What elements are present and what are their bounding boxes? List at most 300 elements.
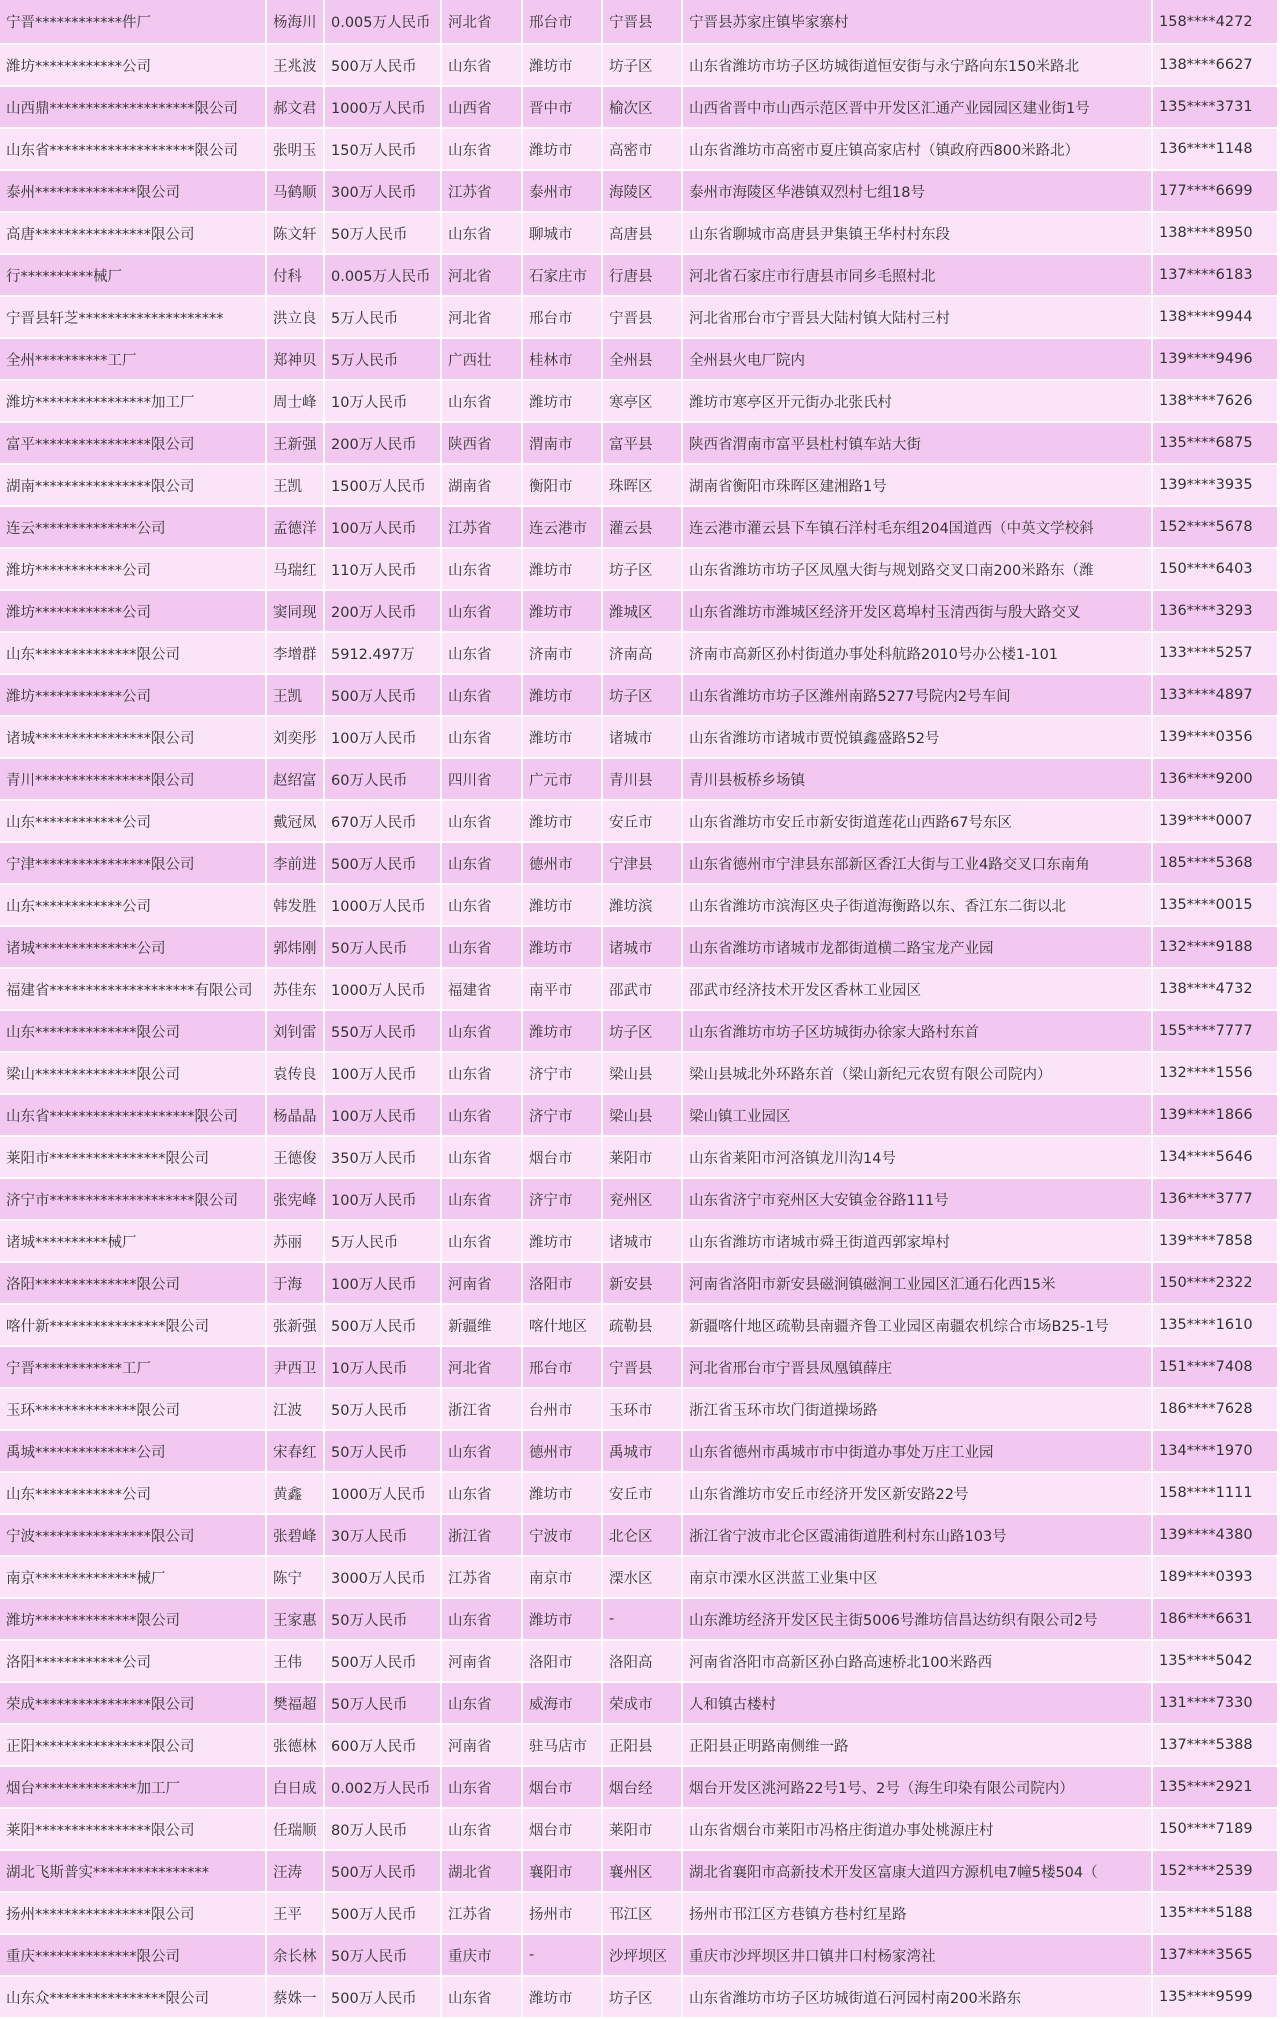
table-row xyxy=(0,212,1278,254)
province-cell: 山东省 xyxy=(441,1052,522,1094)
capital-cell: 100万人民币 xyxy=(324,716,441,758)
city-cell: 潍坊市 xyxy=(522,590,602,632)
address-cell: 邵武市经济技术开发区香林工业园区 xyxy=(682,968,1152,1010)
table-row xyxy=(0,506,1278,548)
company-cell: 潍坊************公司 xyxy=(0,548,266,590)
address-cell: 河北省邢台市宁晋县凤凰镇薛庄 xyxy=(682,1346,1152,1388)
city-cell: 南平市 xyxy=(522,968,602,1010)
address-cell: 山东省潍坊市诸城市舜王街道西郭家埠村 xyxy=(682,1220,1152,1262)
company-cell: 莱阳市****************限公司 xyxy=(0,1136,266,1178)
phone-cell: 135****2921 xyxy=(1152,1766,1278,1808)
phone-cell: 139****3935 xyxy=(1152,464,1278,506)
province-cell: 山东省 xyxy=(441,1136,522,1178)
phone-cell: 135****9599 xyxy=(1152,1976,1278,2018)
capital-cell: 200万人民币 xyxy=(324,590,441,632)
capital-cell: 80万人民币 xyxy=(324,1808,441,1850)
capital-cell: 1500万人民币 xyxy=(324,464,441,506)
company-cell: 潍坊************公司 xyxy=(0,590,266,632)
city-cell: 潍坊市 xyxy=(522,1220,602,1262)
company-cell: 山西鼎********************限公司 xyxy=(0,86,266,128)
district-cell: 诸城市 xyxy=(602,716,682,758)
province-cell: 山东省 xyxy=(441,1682,522,1724)
company-cell: 洛阳**************限公司 xyxy=(0,1262,266,1304)
province-cell: 河北省 xyxy=(441,296,522,338)
phone-cell: 150****7189 xyxy=(1152,1808,1278,1850)
table-row xyxy=(0,1766,1278,1808)
legal-rep-cell: 张宪峰 xyxy=(266,1178,324,1220)
city-cell: 潍坊市 xyxy=(522,1472,602,1514)
legal-rep-cell: 樊福超 xyxy=(266,1682,324,1724)
district-cell: 疏勒县 xyxy=(602,1304,682,1346)
province-cell: 河北省 xyxy=(441,0,522,44)
address-cell: 山西省晋中市山西示范区晋中开发区汇通产业园园区建业街1号 xyxy=(682,86,1152,128)
phone-cell: 131****7330 xyxy=(1152,1682,1278,1724)
company-cell: 诸城**************公司 xyxy=(0,926,266,968)
company-cell: 宁晋************件厂 xyxy=(0,0,266,44)
table-row xyxy=(0,842,1278,884)
province-cell: 山东省 xyxy=(441,44,522,86)
capital-cell: 5万人民币 xyxy=(324,1220,441,1262)
company-cell: 诸城****************限公司 xyxy=(0,716,266,758)
phone-cell: 150****6403 xyxy=(1152,548,1278,590)
province-cell: 广西壮 xyxy=(441,338,522,380)
district-cell: 青川县 xyxy=(602,758,682,800)
table-row xyxy=(0,674,1278,716)
address-cell: 山东潍坊经济开发区民主街5006号潍坊信昌达纺织有限公司2号 xyxy=(682,1598,1152,1640)
capital-cell: 50万人民币 xyxy=(324,1934,441,1976)
capital-cell: 670万人民币 xyxy=(324,800,441,842)
legal-rep-cell: 洪立良 xyxy=(266,296,324,338)
phone-cell: 133****4897 xyxy=(1152,674,1278,716)
capital-cell: 200万人民币 xyxy=(324,422,441,464)
company-cell: 潍坊************公司 xyxy=(0,44,266,86)
district-cell: 正阳县 xyxy=(602,1724,682,1766)
city-cell: 德州市 xyxy=(522,842,602,884)
phone-cell: 135****6875 xyxy=(1152,422,1278,464)
address-cell: 山东省潍坊市滨海区央子街道海衡路以东、香江东二街以北 xyxy=(682,884,1152,926)
legal-rep-cell: 汪涛 xyxy=(266,1850,324,1892)
capital-cell: 500万人民币 xyxy=(324,674,441,716)
company-cell: 山东**************限公司 xyxy=(0,632,266,674)
capital-cell: 100万人民币 xyxy=(324,1052,441,1094)
capital-cell: 100万人民币 xyxy=(324,506,441,548)
address-cell: 山东省潍坊市坊子区坊城街道石河园村南200米路东 xyxy=(682,1976,1152,2018)
province-cell: 湖南省 xyxy=(441,464,522,506)
table-row xyxy=(0,338,1278,380)
company-cell: 山东省********************限公司 xyxy=(0,128,266,170)
table-row xyxy=(0,170,1278,212)
capital-cell: 1000万人民币 xyxy=(324,968,441,1010)
address-cell: 烟台开发区洮河路22号1号、2号（海生印染有限公司院内） xyxy=(682,1766,1152,1808)
capital-cell: 100万人民币 xyxy=(324,1094,441,1136)
city-cell: - xyxy=(522,1934,602,1976)
district-cell: 坊子区 xyxy=(602,674,682,716)
legal-rep-cell: 王家惠 xyxy=(266,1598,324,1640)
city-cell: 邢台市 xyxy=(522,1346,602,1388)
city-cell: 潍坊市 xyxy=(522,44,602,86)
legal-rep-cell: 郝文君 xyxy=(266,86,324,128)
table-row xyxy=(0,1346,1278,1388)
address-cell: 山东省潍坊市高密市夏庄镇高家店村（镇政府西800米路北） xyxy=(682,128,1152,170)
table-row xyxy=(0,44,1278,86)
address-cell: 浙江省宁波市北仑区霞浦街道胜利村东山路103号 xyxy=(682,1514,1152,1556)
table-row xyxy=(0,1892,1278,1934)
city-cell: 潍坊市 xyxy=(522,926,602,968)
capital-cell: 100万人民币 xyxy=(324,1178,441,1220)
province-cell: 陕西省 xyxy=(441,422,522,464)
city-cell: 潍坊市 xyxy=(522,1010,602,1052)
district-cell: 洛阳高 xyxy=(602,1640,682,1682)
phone-cell: 139****0356 xyxy=(1152,716,1278,758)
legal-rep-cell: 杨晶晶 xyxy=(266,1094,324,1136)
district-cell: 海陵区 xyxy=(602,170,682,212)
phone-cell: 137****5388 xyxy=(1152,1724,1278,1766)
province-cell: 山东省 xyxy=(441,128,522,170)
phone-cell: 150****2322 xyxy=(1152,1262,1278,1304)
table-row xyxy=(0,1262,1278,1304)
legal-rep-cell: 付科 xyxy=(266,254,324,296)
table-row xyxy=(0,86,1278,128)
capital-cell: 50万人民币 xyxy=(324,212,441,254)
legal-rep-cell: 王兆波 xyxy=(266,44,324,86)
address-cell: 扬州市邗江区方巷镇方巷村红星路 xyxy=(682,1892,1152,1934)
address-cell: 梁山县城北外环路东首（梁山新纪元农贸有限公司院内） xyxy=(682,1052,1152,1094)
capital-cell: 10万人民币 xyxy=(324,380,441,422)
legal-rep-cell: 王伟 xyxy=(266,1640,324,1682)
phone-cell: 139****1866 xyxy=(1152,1094,1278,1136)
table-row xyxy=(0,1514,1278,1556)
city-cell: 泰州市 xyxy=(522,170,602,212)
address-cell: 人和镇古楼村 xyxy=(682,1682,1152,1724)
province-cell: 江苏省 xyxy=(441,170,522,212)
district-cell: 高唐县 xyxy=(602,212,682,254)
district-cell: 全州县 xyxy=(602,338,682,380)
province-cell: 山东省 xyxy=(441,590,522,632)
address-cell: 山东省潍坊市坊子区凤凰大街与规划路交叉口南200米路东（潍 xyxy=(682,548,1152,590)
legal-rep-cell: 苏佳东 xyxy=(266,968,324,1010)
city-cell: 济宁市 xyxy=(522,1052,602,1094)
table-row xyxy=(0,0,1278,44)
company-cell: 济宁市********************限公司 xyxy=(0,1178,266,1220)
capital-cell: 500万人民币 xyxy=(324,842,441,884)
capital-cell: 500万人民币 xyxy=(324,1892,441,1934)
district-cell: 安丘市 xyxy=(602,1472,682,1514)
district-cell: 宁津县 xyxy=(602,842,682,884)
company-cell: 潍坊****************加工厂 xyxy=(0,380,266,422)
legal-rep-cell: 于海 xyxy=(266,1262,324,1304)
address-cell: 山东省潍坊市诸城市龙都街道横二路宝龙产业园 xyxy=(682,926,1152,968)
table-row xyxy=(0,1976,1278,2018)
province-cell: 山西省 xyxy=(441,86,522,128)
province-cell: 山东省 xyxy=(441,1094,522,1136)
table-row xyxy=(0,1598,1278,1640)
capital-cell: 50万人民币 xyxy=(324,1682,441,1724)
address-cell: 山东省聊城市高唐县尹集镇王华村村东段 xyxy=(682,212,1152,254)
company-cell: 喀什新****************限公司 xyxy=(0,1304,266,1346)
address-cell: 湖南省衡阳市珠晖区建湘路1号 xyxy=(682,464,1152,506)
province-cell: 湖北省 xyxy=(441,1850,522,1892)
company-cell: 烟台**************加工厂 xyxy=(0,1766,266,1808)
province-cell: 河南省 xyxy=(441,1640,522,1682)
legal-rep-cell: 黄鑫 xyxy=(266,1472,324,1514)
capital-cell: 0.002万人民币 xyxy=(324,1766,441,1808)
district-cell: 榆次区 xyxy=(602,86,682,128)
legal-rep-cell: 窦同现 xyxy=(266,590,324,632)
company-cell: 富平****************限公司 xyxy=(0,422,266,464)
province-cell: 山东省 xyxy=(441,1766,522,1808)
legal-rep-cell: 张德林 xyxy=(266,1724,324,1766)
company-cell: 禹城**************公司 xyxy=(0,1430,266,1472)
table-row xyxy=(0,1640,1278,1682)
phone-cell: 139****9496 xyxy=(1152,338,1278,380)
capital-cell: 350万人民币 xyxy=(324,1136,441,1178)
legal-rep-cell: 王凯 xyxy=(266,464,324,506)
province-cell: 山东省 xyxy=(441,884,522,926)
city-cell: 潍坊市 xyxy=(522,548,602,590)
address-cell: 青川县板桥乡场镇 xyxy=(682,758,1152,800)
address-cell: 山东省潍坊市坊子区坊城街办徐家大路村东首 xyxy=(682,1010,1152,1052)
legal-rep-cell: 郑神贝 xyxy=(266,338,324,380)
address-cell: 新疆喀什地区疏勒县南疆齐鲁工业园区南疆农机综合市场B25-1号 xyxy=(682,1304,1152,1346)
province-cell: 浙江省 xyxy=(441,1388,522,1430)
phone-cell: 134****1970 xyxy=(1152,1430,1278,1472)
address-cell: 河北省邢台市宁晋县大陆村镇大陆村三村 xyxy=(682,296,1152,338)
city-cell: 广元市 xyxy=(522,758,602,800)
phone-cell: 177****6699 xyxy=(1152,170,1278,212)
city-cell: 扬州市 xyxy=(522,1892,602,1934)
province-cell: 山东省 xyxy=(441,926,522,968)
phone-cell: 138****6627 xyxy=(1152,44,1278,86)
district-cell: 襄州区 xyxy=(602,1850,682,1892)
company-cell: 宁晋县轩芝******************** xyxy=(0,296,266,338)
legal-rep-cell: 陈文轩 xyxy=(266,212,324,254)
city-cell: 潍坊市 xyxy=(522,128,602,170)
capital-cell: 500万人民币 xyxy=(324,1850,441,1892)
table-row xyxy=(0,1010,1278,1052)
district-cell: 坊子区 xyxy=(602,1976,682,2018)
table-row xyxy=(0,926,1278,968)
company-cell: 福建省********************有限公司 xyxy=(0,968,266,1010)
district-cell: 莱阳市 xyxy=(602,1808,682,1850)
legal-rep-cell: 袁传良 xyxy=(266,1052,324,1094)
address-cell: 泰州市海陵区华港镇双烈村七组18号 xyxy=(682,170,1152,212)
capital-cell: 0.005万人民币 xyxy=(324,254,441,296)
phone-cell: 138****9944 xyxy=(1152,296,1278,338)
phone-cell: 155****7777 xyxy=(1152,1010,1278,1052)
legal-rep-cell: 孟德洋 xyxy=(266,506,324,548)
legal-rep-cell: 张明玉 xyxy=(266,128,324,170)
company-cell: 高唐****************限公司 xyxy=(0,212,266,254)
address-cell: 陕西省渭南市富平县杜村镇车站大街 xyxy=(682,422,1152,464)
company-cell: 行**********械厂 xyxy=(0,254,266,296)
phone-cell: 135****5042 xyxy=(1152,1640,1278,1682)
table-row xyxy=(0,1388,1278,1430)
city-cell: 潍坊市 xyxy=(522,716,602,758)
address-cell: 山东省德州市宁津县东部新区香江大街与工业4路交叉口东南角 xyxy=(682,842,1152,884)
phone-cell: 135****3731 xyxy=(1152,86,1278,128)
address-cell: 山东省烟台市莱阳市冯格庄街道办事处桃源庄村 xyxy=(682,1808,1152,1850)
district-cell: 宁晋县 xyxy=(602,1346,682,1388)
address-cell: 南京市溧水区洪蓝工业集中区 xyxy=(682,1556,1152,1598)
capital-cell: 150万人民币 xyxy=(324,128,441,170)
table-row xyxy=(0,1850,1278,1892)
company-cell: 连云**************公司 xyxy=(0,506,266,548)
company-cell: 重庆**************限公司 xyxy=(0,1934,266,1976)
phone-cell: 158****4272 xyxy=(1152,0,1278,44)
province-cell: 山东省 xyxy=(441,674,522,716)
company-cell: 宁津****************限公司 xyxy=(0,842,266,884)
table-row xyxy=(0,464,1278,506)
district-cell: 沙坪坝区 xyxy=(602,1934,682,1976)
legal-rep-cell: 杨海川 xyxy=(266,0,324,44)
city-cell: 潍坊市 xyxy=(522,800,602,842)
phone-cell: 158****1111 xyxy=(1152,1472,1278,1514)
city-cell: 晋中市 xyxy=(522,86,602,128)
district-cell: 坊子区 xyxy=(602,1010,682,1052)
province-cell: 重庆市 xyxy=(441,1934,522,1976)
district-cell: 诸城市 xyxy=(602,926,682,968)
legal-rep-cell: 白日成 xyxy=(266,1766,324,1808)
province-cell: 河南省 xyxy=(441,1262,522,1304)
capital-cell: 50万人民币 xyxy=(324,1430,441,1472)
legal-rep-cell: 戴冠凤 xyxy=(266,800,324,842)
company-cell: 诸城**********械厂 xyxy=(0,1220,266,1262)
address-cell: 浙江省玉环市坎门街道操场路 xyxy=(682,1388,1152,1430)
company-cell: 山东************公司 xyxy=(0,800,266,842)
company-cell: 湖北飞斯普实**************** xyxy=(0,1850,266,1892)
legal-rep-cell: 余长林 xyxy=(266,1934,324,1976)
phone-cell: 132****1556 xyxy=(1152,1052,1278,1094)
company-cell: 玉环**************限公司 xyxy=(0,1388,266,1430)
table-row xyxy=(0,1136,1278,1178)
address-cell: 潍坊市寒亭区开元街办北张氏村 xyxy=(682,380,1152,422)
province-cell: 山东省 xyxy=(441,842,522,884)
city-cell: 石家庄市 xyxy=(522,254,602,296)
legal-rep-cell: 蔡姝一 xyxy=(266,1976,324,2018)
phone-cell: 137****3565 xyxy=(1152,1934,1278,1976)
capital-cell: 550万人民币 xyxy=(324,1010,441,1052)
legal-rep-cell: 李增群 xyxy=(266,632,324,674)
table-row xyxy=(0,1220,1278,1262)
province-cell: 山东省 xyxy=(441,1808,522,1850)
legal-rep-cell: 郭炜刚 xyxy=(266,926,324,968)
province-cell: 山东省 xyxy=(441,1010,522,1052)
table-row xyxy=(0,758,1278,800)
province-cell: 福建省 xyxy=(441,968,522,1010)
phone-cell: 133****5257 xyxy=(1152,632,1278,674)
phone-cell: 136****3293 xyxy=(1152,590,1278,632)
company-cell: 扬州****************限公司 xyxy=(0,1892,266,1934)
province-cell: 江苏省 xyxy=(441,1556,522,1598)
capital-cell: 110万人民币 xyxy=(324,548,441,590)
table-row xyxy=(0,296,1278,338)
capital-cell: 500万人民币 xyxy=(324,1304,441,1346)
legal-rep-cell: 王德俊 xyxy=(266,1136,324,1178)
capital-cell: 50万人民币 xyxy=(324,1598,441,1640)
table-row xyxy=(0,422,1278,464)
province-cell: 山东省 xyxy=(441,548,522,590)
address-cell: 梁山镇工业园区 xyxy=(682,1094,1152,1136)
company-cell: 梁山**************限公司 xyxy=(0,1052,266,1094)
phone-cell: 139****0007 xyxy=(1152,800,1278,842)
province-cell: 山东省 xyxy=(441,1430,522,1472)
legal-rep-cell: 周士峰 xyxy=(266,380,324,422)
company-cell: 洛阳************公司 xyxy=(0,1640,266,1682)
capital-cell: 600万人民币 xyxy=(324,1724,441,1766)
capital-cell: 5912.497万 xyxy=(324,632,441,674)
capital-cell: 50万人民币 xyxy=(324,926,441,968)
address-cell: 河北省石家庄市行唐县市同乡毛照村北 xyxy=(682,254,1152,296)
city-cell: 渭南市 xyxy=(522,422,602,464)
address-cell: 山东省德州市禹城市市中街道办事处万庄工业园 xyxy=(682,1430,1152,1472)
company-cell: 正阳****************限公司 xyxy=(0,1724,266,1766)
table-row xyxy=(0,548,1278,590)
district-cell: 荣成市 xyxy=(602,1682,682,1724)
legal-rep-cell: 尹西卫 xyxy=(266,1346,324,1388)
district-cell: 烟台经 xyxy=(602,1766,682,1808)
company-cell: 山东众****************限公司 xyxy=(0,1976,266,2018)
table-row xyxy=(0,884,1278,926)
capital-cell: 1000万人民币 xyxy=(324,86,441,128)
address-cell: 全州县火电厂院内 xyxy=(682,338,1152,380)
province-cell: 山东省 xyxy=(441,380,522,422)
legal-rep-cell: 马瑞红 xyxy=(266,548,324,590)
address-cell: 重庆市沙坪坝区井口镇井口村杨家湾社 xyxy=(682,1934,1152,1976)
legal-rep-cell: 苏丽 xyxy=(266,1220,324,1262)
table-row xyxy=(0,1052,1278,1094)
province-cell: 河北省 xyxy=(441,1346,522,1388)
company-cell: 山东**************限公司 xyxy=(0,1010,266,1052)
capital-cell: 500万人民币 xyxy=(324,1976,441,2018)
phone-cell: 135****1610 xyxy=(1152,1304,1278,1346)
table-row xyxy=(0,1934,1278,1976)
capital-cell: 10万人民币 xyxy=(324,1346,441,1388)
city-cell: 潍坊市 xyxy=(522,674,602,716)
legal-rep-cell: 王新强 xyxy=(266,422,324,464)
phone-cell: 136****3777 xyxy=(1152,1178,1278,1220)
province-cell: 山东省 xyxy=(441,632,522,674)
province-cell: 新疆维 xyxy=(441,1304,522,1346)
table-row xyxy=(0,590,1278,632)
city-cell: 济宁市 xyxy=(522,1178,602,1220)
city-cell: 烟台市 xyxy=(522,1136,602,1178)
district-cell: 玉环市 xyxy=(602,1388,682,1430)
district-cell: 高密市 xyxy=(602,128,682,170)
province-cell: 河北省 xyxy=(441,254,522,296)
district-cell: 珠晖区 xyxy=(602,464,682,506)
address-cell: 河南省洛阳市高新区孙白路高速桥北100米路西 xyxy=(682,1640,1152,1682)
district-cell: - xyxy=(602,1598,682,1640)
district-cell: 梁山县 xyxy=(602,1094,682,1136)
capital-cell: 100万人民币 xyxy=(324,1262,441,1304)
city-cell: 烟台市 xyxy=(522,1766,602,1808)
company-cell: 全州**********工厂 xyxy=(0,338,266,380)
city-cell: 衡阳市 xyxy=(522,464,602,506)
district-cell: 诸城市 xyxy=(602,1220,682,1262)
city-cell: 南京市 xyxy=(522,1556,602,1598)
city-cell: 德州市 xyxy=(522,1430,602,1472)
city-cell: 潍坊市 xyxy=(522,1598,602,1640)
province-cell: 四川省 xyxy=(441,758,522,800)
city-cell: 济宁市 xyxy=(522,1094,602,1136)
address-cell: 山东省潍坊市潍城区经济开发区葛埠村玉清西街与殷大路交叉 xyxy=(682,590,1152,632)
company-cell: 青川****************限公司 xyxy=(0,758,266,800)
phone-cell: 139****4380 xyxy=(1152,1514,1278,1556)
capital-cell: 1000万人民币 xyxy=(324,884,441,926)
phone-cell: 136****9200 xyxy=(1152,758,1278,800)
district-cell: 灌云县 xyxy=(602,506,682,548)
address-cell: 河南省洛阳市新安县磁涧镇磁涧工业园区汇通石化西15米 xyxy=(682,1262,1152,1304)
